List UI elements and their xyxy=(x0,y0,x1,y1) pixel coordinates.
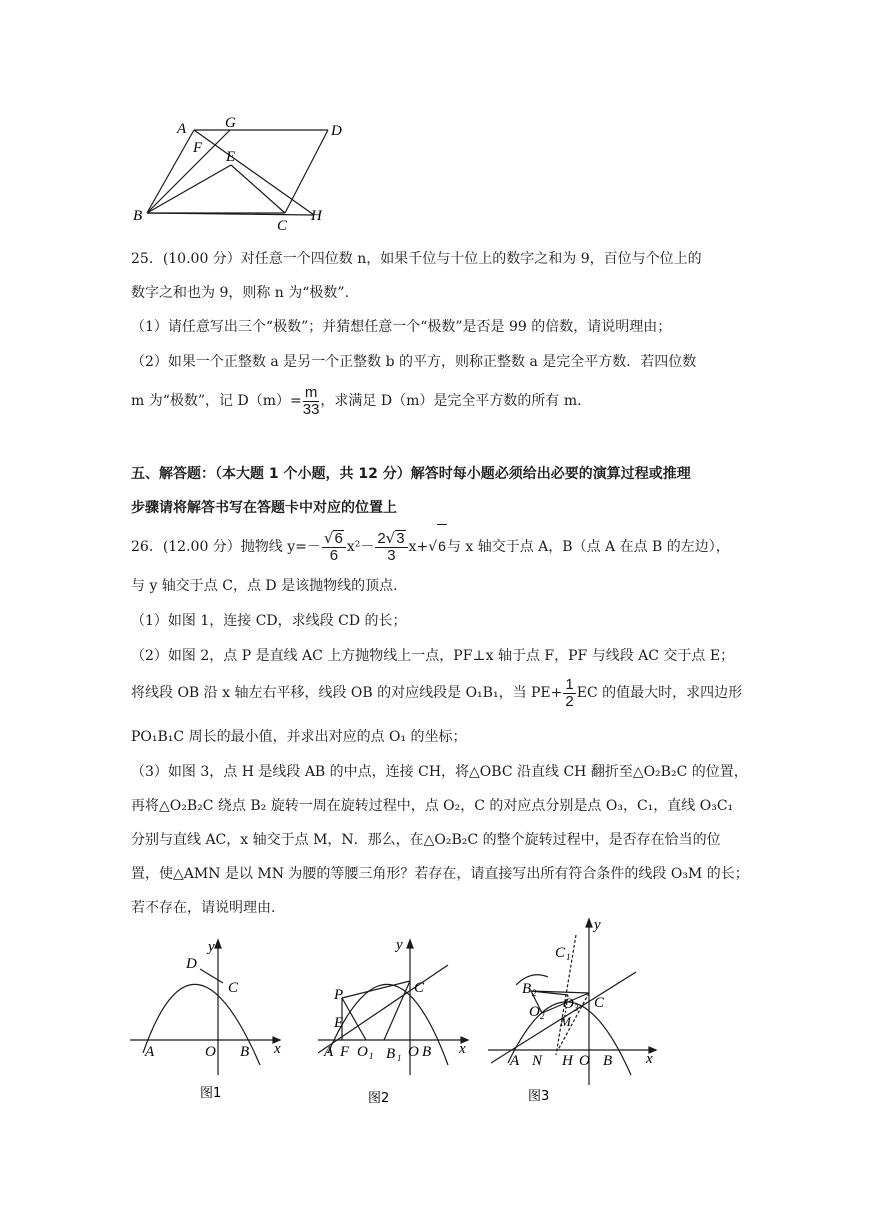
q26-part3c: 分别与直线 AC，x 轴交于点 M，N．那么，在△O₂B₂C 的整个旋转过程中，是否存在恰当的位 xyxy=(131,832,721,848)
q26-l1-mid1: x²－ xyxy=(346,539,375,555)
label-B: B xyxy=(133,208,143,224)
f3-label-O2-sub: 2 xyxy=(540,1011,545,1021)
half-den: 2 xyxy=(565,692,574,710)
f3-label-C1: C xyxy=(555,945,566,961)
q26-part3b: 再将△O₂B₂C 绕点 B₂ 旋转一周在旋转过程中，点 O₂，C 的对应点分别是点 O₃，C₁，直线 O₃C₁ xyxy=(131,798,734,814)
f3-label-B2-sub: 2 xyxy=(532,988,537,998)
half-fraction xyxy=(563,677,575,710)
f2-label-B: B xyxy=(422,1044,432,1060)
label-G: G xyxy=(225,115,236,131)
f1-label-C: C xyxy=(228,980,239,996)
f3-y-label: y xyxy=(594,917,601,933)
f2-label-O1: O xyxy=(357,1044,368,1060)
label-A: A xyxy=(177,121,187,137)
q25-part1: （1）请任意写出三个“极数”；并猜想任意一个“极数”是否是 99 的倍数，请说明理由； xyxy=(131,319,672,335)
f2-caption: 图2 xyxy=(368,1091,390,1106)
q25-part2b xyxy=(131,381,582,421)
q26-line2: 与 y 轴交于点 C，点 D 是该抛物线的顶点. xyxy=(131,578,398,594)
f3-label-M: M xyxy=(560,1014,571,1029)
f3-label-O3-sub: 3 xyxy=(574,1003,579,1013)
f1-label-B: B xyxy=(240,1044,250,1060)
label-H: H xyxy=(311,208,322,224)
f2-label-B1-sub: 1 xyxy=(397,1053,402,1063)
coef1-fraction xyxy=(322,530,346,564)
f3-label-O: O xyxy=(579,1053,590,1069)
f1-x-label: x xyxy=(274,1041,281,1057)
label-E: E xyxy=(226,149,236,165)
figure-1 xyxy=(128,935,288,1110)
frac-numerator: m xyxy=(303,385,320,402)
q26-l1-mid2: x+ xyxy=(408,539,429,555)
q25-line2: 数字之和也为 9，则称 n 为“极数”. xyxy=(131,285,350,301)
q25-part2b-post: ，求满足 D（m）是完全平方数的所有 m. xyxy=(320,393,582,409)
f2-label-O1-sub: 1 xyxy=(369,1051,374,1061)
sqrt-icon: √ xyxy=(323,529,334,547)
q26-l1-post: 与 x 轴交于点 A，B（点 A 在点 B 的左边）， xyxy=(446,539,730,555)
f2-y-label: y xyxy=(396,937,403,953)
f3-x-label: x xyxy=(646,1051,653,1067)
half-num: 1 xyxy=(565,675,574,693)
q25-line1: 25．(10.00 分）对任意一个四位数 n，如果千位与十位上的数字之和为 9，百位与个位上的 xyxy=(131,251,702,267)
label-C: C xyxy=(277,218,288,234)
q26-part3a: （3）如图 3，点 H 是线段 AB 的中点，连接 CH，将△OBC 沿直线 CH 翻折至△O₂B₂C 的位置， xyxy=(131,764,748,780)
q26-part3e: 若不存在，请说明理由. xyxy=(131,900,276,916)
f3-label-O2: O xyxy=(529,1004,540,1020)
coef2-num-rt: 3 xyxy=(396,530,405,547)
q26-p2b-pre: 将线段 OB 沿 x 轴左右平移，线段 OB 的对应线段是 O₁B₁，当 PE+ xyxy=(131,685,563,701)
q26-line1 xyxy=(131,524,730,566)
sqrt-icon: √ xyxy=(385,529,396,547)
f2-label-P: P xyxy=(334,987,344,1003)
f2-label-E: E xyxy=(334,1015,344,1031)
coef1-den: 6 xyxy=(329,547,339,564)
label-F: F xyxy=(193,140,203,156)
section5-heading-line1: 五、解答题：（本大题 1 个小题，共 12 分）解答时每小题必须给出必要的演算过程或推理 xyxy=(131,466,691,482)
f3-label-N: N xyxy=(532,1053,543,1069)
f3-label-A: A xyxy=(510,1053,520,1069)
f2-x-label: x xyxy=(459,1041,466,1057)
figure-3 xyxy=(486,915,666,1110)
q26-part2b xyxy=(131,672,742,714)
f1-caption: 图1 xyxy=(200,1086,222,1101)
f1-label-O: O xyxy=(205,1044,216,1060)
q26-part3d: 置，使△AMN 是以 MN 为腰的等腰三角形？若存在，请直接写出所有符合条件的线段 O₃M 的长； xyxy=(131,866,749,882)
section5-heading-line2: 步骤请将解答书写在答题卡中对应的位置上 xyxy=(131,500,397,516)
f1-label-D: D xyxy=(186,956,197,972)
f2-label-F: F xyxy=(340,1044,350,1060)
parallelogram-figure xyxy=(125,115,355,240)
f3-label-C: C xyxy=(594,995,605,1011)
coef2-num-pre: 2 xyxy=(377,530,386,547)
f2-label-A: A xyxy=(324,1044,334,1060)
f2-label-O: O xyxy=(408,1044,419,1060)
f1-y-label: y xyxy=(208,939,215,955)
q26-p2b-post: EC 的值最大时，求四边形 xyxy=(576,685,743,701)
q26-l1-pre: 26．(12.00 分）抛物线 y=－ xyxy=(131,539,321,555)
q26-part2c: PO₁B₁C 周长的最小值，并求出对应的点 O₁ 的坐标； xyxy=(131,729,467,745)
fraction-m-33 xyxy=(303,385,320,418)
f3-label-C1-sub: 1 xyxy=(566,952,571,962)
f3-label-B: B xyxy=(603,1053,613,1069)
f1-label-A: A xyxy=(145,1044,155,1060)
q26-part1: （1）如图 1，连接 CD，求线段 CD 的长； xyxy=(131,613,407,629)
figure-2 xyxy=(316,935,476,1110)
frac-denominator: 33 xyxy=(302,400,320,418)
q25-part2a: （2）如果一个正整数 a 是另一个正整数 b 的平方，则称正整数 a 是完全平方数．若四位数 xyxy=(131,354,697,370)
f3-caption: 图3 xyxy=(528,1089,550,1104)
coef2-den: 3 xyxy=(387,547,396,564)
coef1-num: 6 xyxy=(334,530,343,547)
f2-label-B1: B xyxy=(386,1046,396,1062)
f3-label-O3: O xyxy=(563,996,574,1012)
f2-label-C: C xyxy=(414,980,425,996)
f3-label-B2: B xyxy=(522,981,532,997)
const-rt: 6 xyxy=(437,524,447,567)
label-D: D xyxy=(331,123,342,139)
coef2-fraction xyxy=(375,530,407,564)
q25-part2b-pre: m 为“极数”，记 D（m）= xyxy=(131,393,302,409)
q26-part2a: （2）如图 2，点 P 是直线 AC 上方抛物线上一点，PF⊥x 轴于点 F，PF 与线段 AC 交于点 E； xyxy=(131,648,735,664)
f3-label-H: H xyxy=(562,1053,573,1069)
sqrt-icon: √ xyxy=(428,539,438,555)
